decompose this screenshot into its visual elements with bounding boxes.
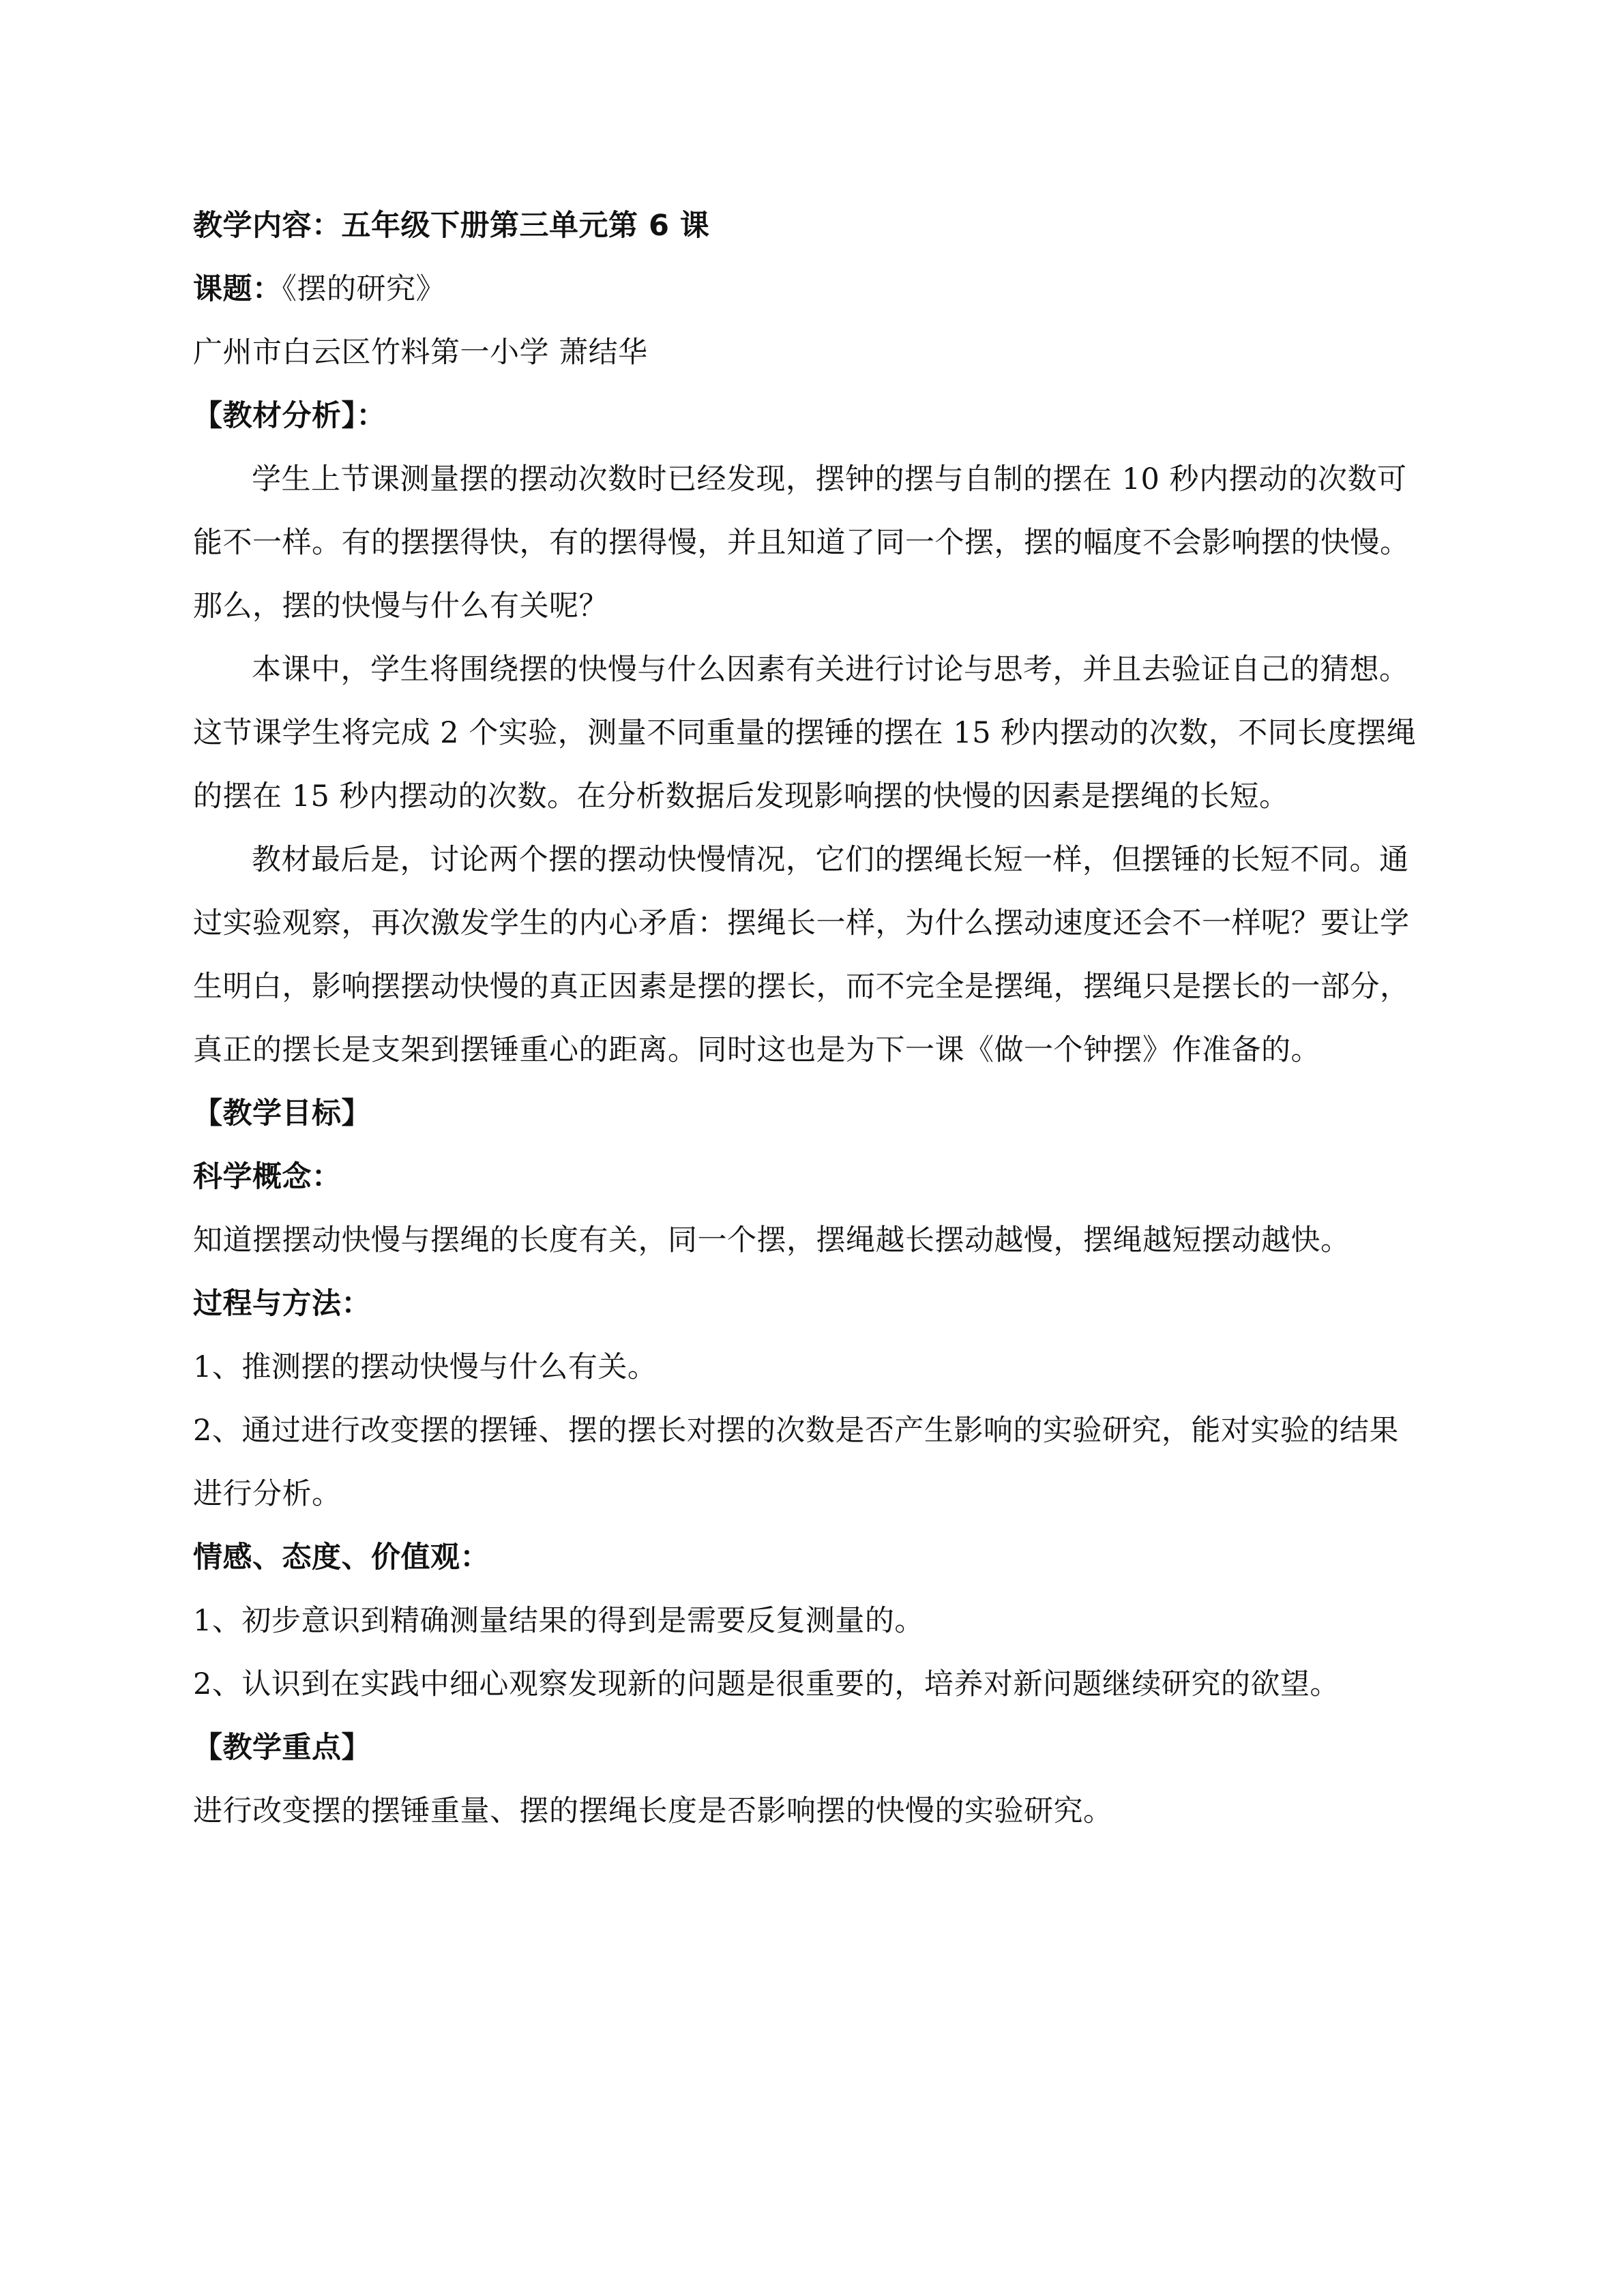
attitude-item-1: 1、初步意识到精确测量结果的得到是需要反复测量的。: [193, 1604, 924, 1638]
topic-label: 课题：: [193, 272, 282, 306]
topic-line: [193, 258, 1428, 321]
document-body: [193, 194, 1428, 1843]
analysis-paragraph-1: 学生上节课测量摆的摆动次数时已经发现，摆钟的摆与自制的摆在 10 秒内摆动的次数可能不一样。有的摆摆得快，有的摆得慢，并且知道了同一个摆，摆的幅度不会影响摆的快慢。那么，摆的快慢与什么有关呢？: [193, 462, 1410, 623]
analysis-paragraph-2: 本课中，学生将围绕摆的快慢与什么因素有关进行讨论与思考，并且去验证自己的猜想。这节课学生将完成 2 个实验，测量不同重量的摆锤的摆在 15 秒内摆动的次数，不同长度摆绳的摆在 15 秒内摆动的次数。在分析数据后发现影响摆的快慢的因素是摆绳的长短。: [193, 653, 1417, 814]
method-item-2: 2、通过进行改变摆的摆锤、摆的摆长对摆的次数是否产生影响的实验研究，能对实验的结果进行分析。: [193, 1414, 1399, 1511]
key-points-heading: 【教学重点】: [193, 1731, 371, 1765]
attitude-heading: 情感、态度、价值观：: [193, 1540, 490, 1575]
analysis-paragraph-3: 教材最后是，讨论两个摆的摆动快慢情况，它们的摆绳长短一样，但摆锤的长短不同。通过实验观察，再次激发学生的内心矛盾：摆绳长一样，为什么摆动速度还会不一样呢？要让学生明白，影响摆摆动快慢的真正因素是摆的摆长，而不完全是摆绳，摆绳只是摆长的一部分，真正的摆长是支架到摆锤重心的距离。同时这也是为下一课《做一个钟摆》作准备的。: [193, 843, 1410, 1067]
topic-value: 《摆的研究》: [282, 272, 445, 306]
concept-text: 知道摆摆动快慢与摆绳的长度有关，同一个摆，摆绳越长摆动越慢，摆绳越短摆动越快。: [193, 1223, 1350, 1257]
teaching-content-line: 教学内容：五年级下册第三单元第 6 课: [193, 209, 710, 243]
analysis-heading: 【教材分析】：: [193, 399, 386, 433]
goals-heading: 【教学目标】: [193, 1097, 371, 1131]
attitude-item-2: 2、认识到在实践中细心观察发现新的问题是很重要的，培养对新问题继续研究的欲望。: [193, 1667, 1340, 1701]
method-item-1: 1、推测摆的摆动快慢与什么有关。: [193, 1350, 658, 1384]
method-heading: 过程与方法：: [193, 1287, 371, 1321]
author-line: 广州市白云区竹料第一小学 萧结华: [193, 336, 648, 370]
key-points-text: 进行改变摆的摆锤重量、摆的摆绳长度是否影响摆的快慢的实验研究。: [193, 1794, 1113, 1828]
concept-heading: 科学概念：: [193, 1160, 342, 1194]
